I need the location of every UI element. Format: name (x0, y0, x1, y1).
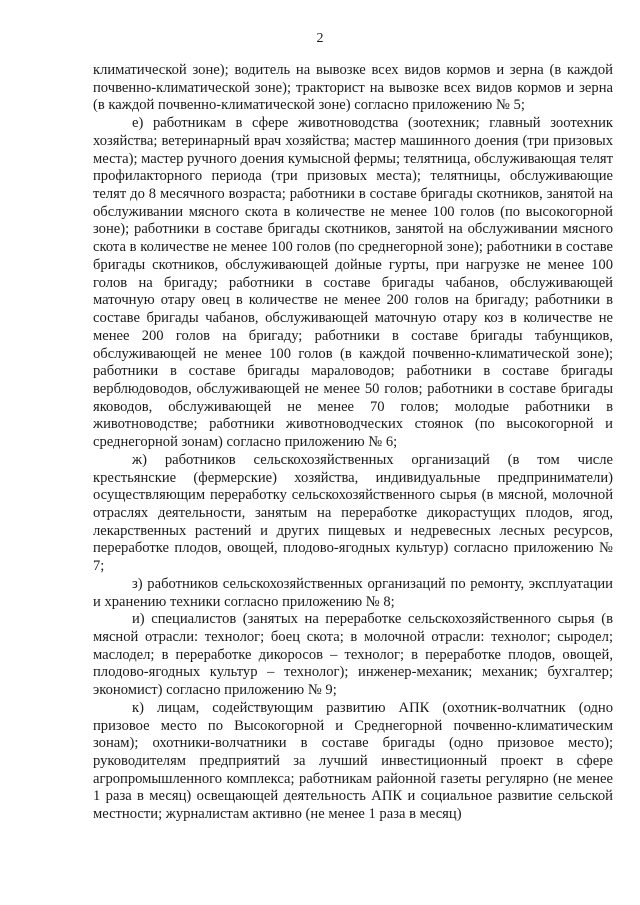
paragraph-item-z-machinery: з) работников сельскохозяйственных организаций по ремонту, эксплуатации и хранению техники согласно приложению № 8; (93, 575, 613, 610)
paragraph-item-e-livestock: е) работникам в сфере животноводства (зоотехник; главный зоотехник хозяйства; ветеринарный врач хозяйства; мастер машинного доения (три призовых места); мастер ручного доения кумысной фермы; телятница, обслуживающая телят профилакторного периода (три призовых места); телятницы, обслуживающие телят до 8 месячного возраста; работники в составе бригады скотников, занятой на обслуживании мясного скота в количестве не менее 100 голов (по высокогорной зоне); работники в составе бригады скотников, занятой на обслуживании мясного скота в количестве не менее 100 голов (по среднегорной зоне); работники в составе бригады скотников, обслуживающей дойные гурты, при нагрузке не менее 100 голов на бригаду; работники в составе бригады чабанов, обслуживающей маточную отару овец в количестве не менее 200 голов на бригаду; работники в составе бригады чабанов, обслуживающей маточную отару коз в количестве не менее 200 голов на бригаду; работники в составе бригады табунщиков, обслуживающей не менее 100 голов (в каждой почвенно-климатической зоне); работники в составе бригады мараловодов; работники в составе бригады верблюдоводов, обслуживающей не менее 50 голов; работники в составе бригады яководов, обслуживающей не менее 70 голов; молодые работники в животноводстве; работники животноводческих стоянок (по высокогорной и среднегорной зонам) согласно приложению № 6; (93, 115, 613, 451)
paragraph-item-k-apk-support: к) лицам, содействующим развитию АПК (охотник-волчатник (одно призовое место по Высокогорной и Среднегорной почвенно-климатическим зонам); охотники-волчатники в составе бригады (одно призовое место); руководителям предприятий за лучший инвестиционный проект в сфере агропромышленного комплекса; работникам районной газеты регулярно (не менее 1 раза в месяц) освещающей деятельность АПК и социальное развитие сельской местности; журналистам активно (не менее 1 раза в месяц) (93, 699, 613, 823)
paragraph-climate-zone-continuation: климатической зоне); водитель на вывозке всех видов кормов и зерна (в каждой почвенно-климатической зоне); тракторист на вывозке всех видов кормов и зерна (в каждой почвенно-климатической зоне) согласно приложению № 5; (93, 62, 613, 114)
paragraph-item-i-specialists: и) специалистов (занятых на переработке сельскохозяйственного сырья (в мясной отрасли: технолог; боец скота; в молочной отрасли: технолог; сыродел; маслодел; в переработке дикоросов – технолог; в переработке плодов, овощей, плодово-ягодных культур – технолог); инженер-механик; механик; бухгалтер; экономист) согласно приложению № 9; (93, 611, 613, 699)
page-number: 2 (316, 31, 324, 46)
document-body (93, 62, 613, 824)
paragraph-item-zh-processing: ж) работников сельскохозяйственных организаций (в том числе крестьянские (фермерские) хозяйства, индивидуальные предприниматели) осуществляющим переработку сельскохозяйственного сырья (в мясной, молочной отраслях деятельности, занятым на переработке дикорастущих плодов, ягод, лекарственных растений и других пищевых и недревесных лесных ресурсов, переработке плодов, овощей, плодово-ягодных культур) согласно приложению № 7; (93, 451, 613, 575)
